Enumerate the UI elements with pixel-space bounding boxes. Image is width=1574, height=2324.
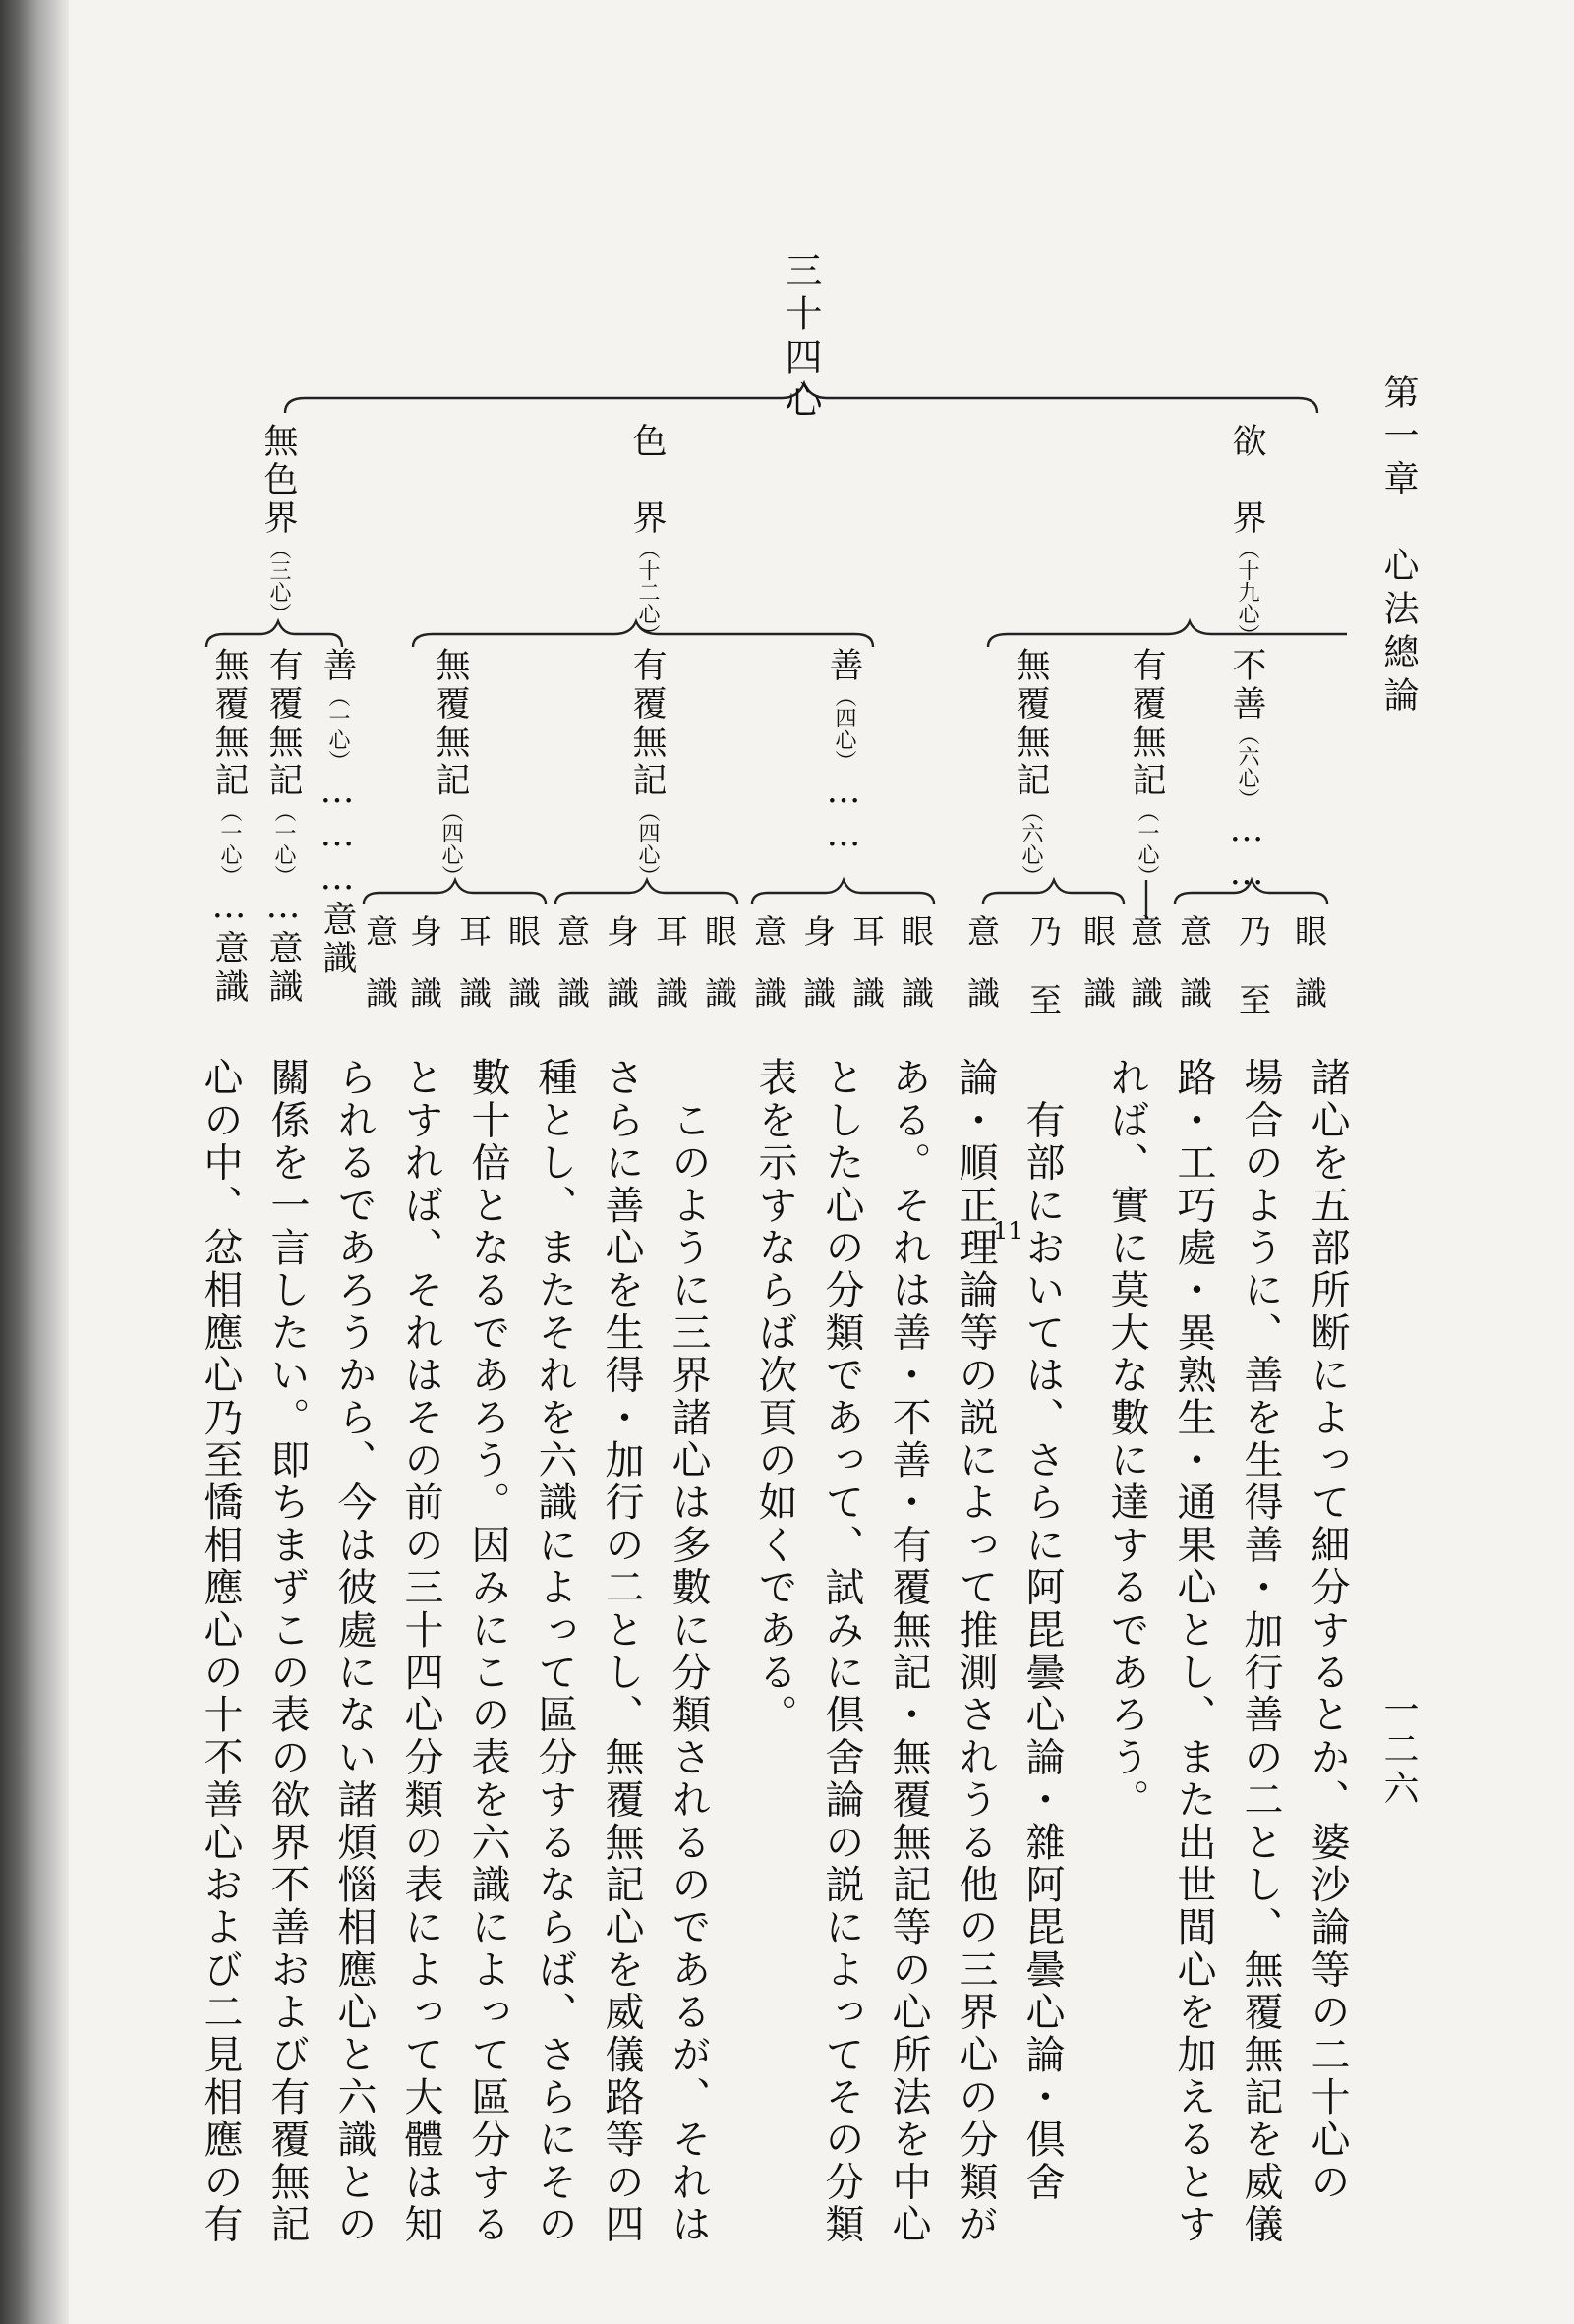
body-line: とした心の分類であって、試みに倶舍論の説によってその分類 bbox=[819, 1057, 864, 2246]
group-count: （六心） bbox=[1019, 800, 1043, 887]
group-shiki-zen bbox=[824, 647, 863, 858]
leaf-kai-fuzen-0: 眼識 bbox=[1290, 914, 1328, 1038]
group-shiki-mufuku bbox=[431, 647, 470, 887]
group-name: 有覆無記 bbox=[263, 647, 303, 800]
body-line: 種とし、またそれを六識によって區分するならば、さらにその bbox=[532, 1057, 577, 2246]
leaf-shiki-zen-0: 眼識 bbox=[897, 914, 935, 1038]
realm-mushiki bbox=[259, 423, 298, 624]
group-count: （一心） bbox=[1135, 800, 1159, 887]
leaf-kai-mufuku-1: 乃 至 bbox=[1024, 914, 1063, 1017]
chart-root: 三十四心 bbox=[779, 251, 822, 424]
realm-shiki bbox=[627, 423, 667, 646]
leaf-shiki-zen-1: 耳識 bbox=[847, 914, 886, 1038]
leaf-shiki-zen-3: 意識 bbox=[749, 914, 787, 1038]
leaf-ishiki: 意識 bbox=[263, 930, 303, 1007]
group-kai-yufuku bbox=[1127, 647, 1166, 887]
body-line: とすれば、それはその前の三十四心分類の表によって大體は知 bbox=[398, 1057, 443, 2246]
body-line: 關係を一言したい。即ちまずこの表の欲界不善および有覆無記 bbox=[264, 1057, 310, 2246]
leaf-shiki-yufuku-0: 眼識 bbox=[700, 914, 738, 1038]
realm-kai bbox=[1227, 423, 1266, 646]
body-line: 論・順正理論等の説によって推測されうる他の三界心の分類が bbox=[953, 1057, 998, 2246]
group-name: 有覆無記 bbox=[1127, 647, 1166, 800]
group-name: 無覆無記 bbox=[1011, 647, 1050, 800]
leaf-kai-mufuku-2: 意識 bbox=[962, 914, 1001, 1038]
group-name: 無覆無記 bbox=[209, 647, 249, 800]
leader-dots: ……… bbox=[318, 772, 357, 901]
body-line: さらに善心を生得・加行の二とし、無覆無記心を威儀路等の四 bbox=[599, 1057, 644, 2246]
body-line: 諸心を五部所断によって細分するとか、婆沙論等の二十心の bbox=[1305, 1057, 1350, 2204]
group-count: （四心） bbox=[635, 800, 660, 887]
group-count: （一心） bbox=[217, 800, 242, 887]
group-shiki-yufuku bbox=[627, 647, 667, 887]
leaf-shiki-yufuku-3: 意識 bbox=[553, 914, 591, 1038]
leaf-shiki-mufuku-1: 耳識 bbox=[454, 914, 493, 1038]
group-count: （一心） bbox=[271, 800, 296, 887]
leaf-shiki-zen-2: 身識 bbox=[798, 914, 837, 1038]
leaf-shiki-mufuku-0: 眼識 bbox=[503, 914, 542, 1038]
running-title: 第一章 心法總論 bbox=[1378, 374, 1419, 720]
leaf-shiki-yufuku-2: 身識 bbox=[602, 914, 640, 1038]
group-mushiki-yufuku bbox=[263, 647, 303, 1007]
realm-count: （十二心） bbox=[635, 538, 660, 646]
group-name: 有覆無記 bbox=[627, 647, 667, 800]
leaf-shiki-mufuku-3: 意識 bbox=[361, 914, 399, 1038]
leaf-shiki-mufuku-2: 身識 bbox=[405, 914, 443, 1038]
group-count: （四心） bbox=[832, 685, 856, 772]
realm-name: 欲 界 bbox=[1227, 423, 1266, 538]
group-count: （一心） bbox=[325, 685, 350, 772]
body-line: れば、實に莫大な數に達するであろう。 bbox=[1104, 1057, 1149, 1822]
realm-name: 無色界 bbox=[259, 423, 298, 538]
group-name: 不善 bbox=[1227, 647, 1266, 724]
leaf-kai-mufuku-0: 眼識 bbox=[1078, 914, 1117, 1038]
group-kai-mufuku bbox=[1011, 647, 1050, 887]
leaf-ishiki: 意識 bbox=[318, 901, 357, 978]
group-mushiki-mufuku bbox=[209, 647, 249, 1007]
page-number: 一二六 bbox=[1378, 1691, 1419, 1809]
leaf-shiki-yufuku-1: 耳識 bbox=[651, 914, 689, 1038]
leaf-ishiki: 意識 bbox=[209, 930, 249, 1007]
realm-count: （三心） bbox=[266, 538, 291, 624]
leaf-kai-fuzen-1: 乃 至 bbox=[1234, 914, 1272, 1017]
realm-name: 色 界 bbox=[627, 423, 667, 538]
leaf-kai-fuzen-2: 意識 bbox=[1175, 914, 1213, 1038]
leader-dots: … bbox=[209, 887, 249, 930]
body-line: 心の中、忿相應心乃至憍相應心の十不善心および二見相應の有 bbox=[198, 1057, 243, 2246]
body-line: られるであろうから、今は彼處にない諸煩惱相應心と六識との bbox=[331, 1057, 377, 2246]
leaf-kai-yufuku-0: 意識 bbox=[1126, 914, 1164, 1038]
footnote-mark: 11 bbox=[993, 1217, 1023, 1245]
body-line: 場合のように、善を生得善・加行善の二とし、無覆無記を威儀 bbox=[1238, 1057, 1283, 2246]
realm-count: （十九心） bbox=[1235, 538, 1259, 646]
leader-dots: …… bbox=[824, 772, 863, 858]
body-line: ある。それは善・不善・有覆無記・無覆無記等の心所法を中心 bbox=[886, 1057, 931, 2246]
leader-dots: … bbox=[263, 887, 303, 930]
group-name: 善 bbox=[318, 647, 357, 685]
group-count: （四心） bbox=[438, 800, 463, 887]
group-kai-fuzen bbox=[1227, 647, 1266, 897]
body-line: 有部においては、さらに阿毘曇心論・雜阿毘曇心論・倶舍 bbox=[1020, 1057, 1065, 2204]
group-count: （六心） bbox=[1235, 724, 1259, 810]
leader-dots: …… bbox=[1227, 810, 1266, 897]
body-line: 數十倍となるであろう。因みにこの表を六識によって區分する bbox=[465, 1057, 510, 2246]
group-name: 無覆無記 bbox=[431, 647, 470, 800]
group-name: 善 bbox=[824, 647, 863, 685]
body-line: このように三界諸心は多數に分類されるのであるが、それは bbox=[666, 1057, 711, 2246]
group-mushiki-zen bbox=[318, 647, 357, 978]
body-line: 路・工巧處・異熟生・通果心とし、また出世間心を加えるとす bbox=[1171, 1057, 1216, 2246]
body-line: 表を示すならば次頁の如くである。 bbox=[752, 1057, 797, 1737]
